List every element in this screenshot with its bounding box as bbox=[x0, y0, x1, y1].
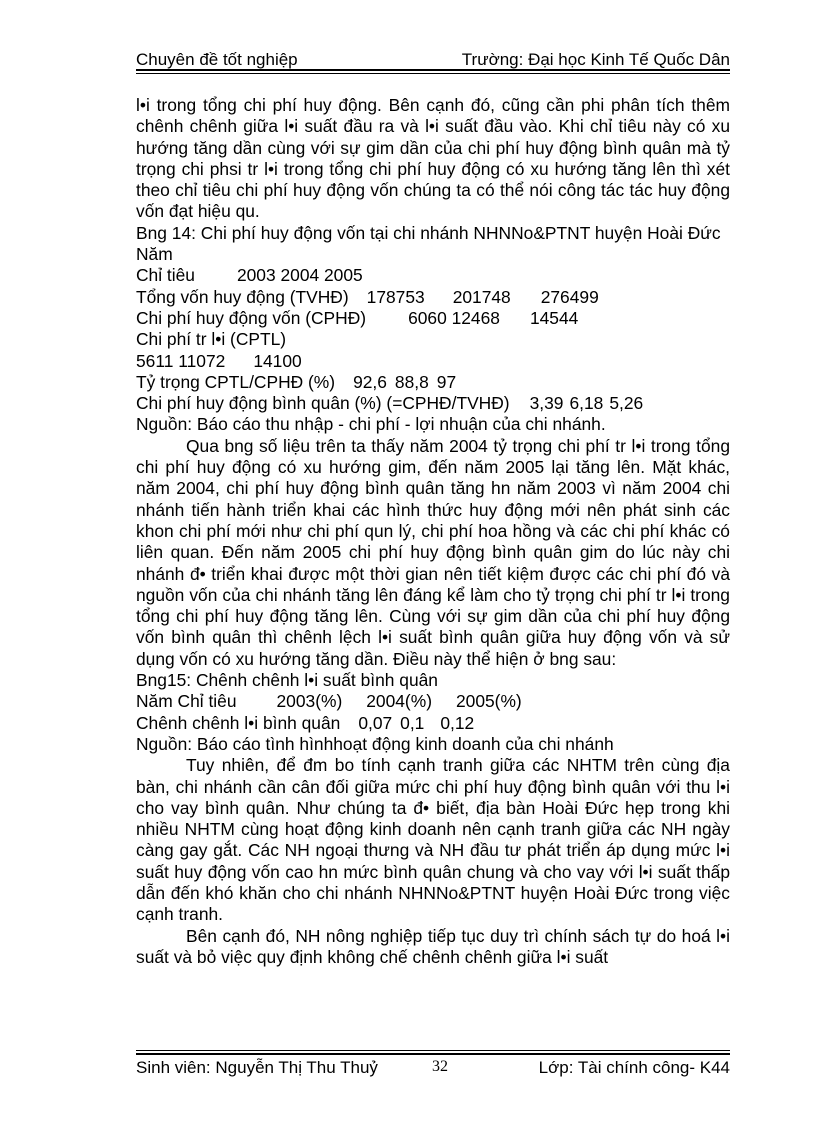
paragraph-1 bbox=[136, 95, 730, 223]
table14-cell: 11072 bbox=[178, 350, 226, 371]
text-line: quân thì chênh lệch l•i suất bình quân giữa huy động vốn và sử dụng bbox=[136, 627, 730, 669]
table14-cell: 5611 bbox=[136, 350, 174, 371]
header-rule bbox=[136, 69, 730, 71]
page-number: 32 bbox=[432, 1058, 448, 1075]
table15-col: 2003(%) bbox=[276, 691, 343, 712]
table14-row-values-only bbox=[136, 351, 730, 372]
paragraph-4 bbox=[136, 926, 730, 969]
table14-cell-label: Chi phí huy động bình quân (%) (=CPHĐ/TVHĐ) bbox=[136, 393, 510, 414]
text-line: hướng tăng lên thì xét theo chỉ tiêu chi phí huy động vốn chúng ta có bbox=[136, 158, 730, 201]
paragraph-2 bbox=[136, 436, 730, 670]
table15-caption: Bng15: Chênh chênh l•i suất bình quân bbox=[136, 670, 438, 691]
table14-row bbox=[136, 308, 730, 329]
table14-cell: 5,26 bbox=[609, 393, 644, 414]
table14-cell: 14544 bbox=[529, 307, 579, 328]
table15-header-label: Năm Chỉ tiêu bbox=[136, 691, 237, 712]
text-line: chung và cho vay với l•i suất thấp dẫn đến khó khăn cho chi nhánh bbox=[136, 861, 731, 903]
text-line: động tăng lên. Cùng với sự gim dần của chi phí huy động vốn bình bbox=[136, 606, 731, 648]
table15-source: Nguồn: Báo cáo tình hìnhhoạt động kinh doanh của chi nhánh bbox=[136, 733, 614, 754]
table14-cell-label: Chi phí tr l•i (CPTL) bbox=[136, 329, 287, 350]
text-line: Bên cạnh đó, NH nông nghiệp tiếp tục duy trì chính sách tự do bbox=[186, 925, 677, 946]
text-line: vì năm 2004 chi nhánh tiến hành triển khai các hình thức huy động bbox=[136, 478, 730, 520]
table14-cell: 97 bbox=[436, 371, 457, 392]
table14-cell: 88,8 bbox=[394, 371, 429, 392]
table14-cell-label: Tỷ trọng CPTL/CPHĐ (%) bbox=[136, 371, 336, 392]
table14-years: 2003 2004 2005 bbox=[236, 265, 363, 286]
text-line: địa bàn, chi nhánh cần cân đối giữa mức chi phí huy động bình quân bbox=[136, 755, 730, 797]
caption-line: Bng 14: Chi phí huy động vốn tại chi nhánh NHNNo&PTNT huyện bbox=[136, 222, 643, 243]
text-line: động bình quân gim do lúc này chi nhánh đ• triển khai được một thời bbox=[136, 542, 730, 584]
table14-cell: 12468 bbox=[451, 307, 500, 328]
table15-cell: 0,07 bbox=[358, 712, 393, 733]
table15-cell: 0,1 bbox=[400, 712, 425, 733]
table14-cell-label: Tổng vốn huy động (TVHĐ) bbox=[136, 286, 349, 307]
table14-row-label-only bbox=[136, 329, 730, 350]
table14-header-label: Chỉ tiêu bbox=[136, 265, 195, 286]
table15-col: 2005(%) bbox=[455, 691, 522, 712]
table15-cell: 0,12 bbox=[440, 712, 475, 733]
text-line: phát triển áp dụng mức l•i suất huy động vốn cao hn mức bình quân bbox=[136, 840, 730, 882]
text-line: với thu l•i cho vay bình quân. Như chúng ta đ• biết, địa bàn Hoài Đức bbox=[136, 776, 730, 818]
table14-caption bbox=[136, 223, 730, 244]
table15-col: 2004(%) bbox=[366, 691, 432, 712]
text-line: tăng lên đáng kể làm cho tỷ trọng chi phí tr l•i trong tổng chi phí huy bbox=[136, 584, 730, 627]
table14-row bbox=[136, 372, 730, 393]
table14-cell: 6060 bbox=[408, 307, 447, 328]
header-rule-thin bbox=[136, 73, 730, 74]
table14-row bbox=[136, 287, 730, 308]
footer-rule-thin bbox=[136, 1050, 730, 1051]
table14-cell: 6,18 bbox=[569, 393, 604, 414]
table15-row-label: Chênh chênh l•i bình quân bbox=[136, 712, 341, 733]
text-line: bình quân mà tỷ trọng chi phsi tr l•i trong tổng chi phí huy động có xu bbox=[136, 137, 730, 179]
table14-header-row bbox=[136, 265, 730, 286]
table15-row bbox=[136, 713, 730, 734]
table14-row bbox=[136, 393, 730, 414]
text-line: Qua bng số liệu trên ta thấy năm 2004 tỷ trọng chi phí tr l•i trong bbox=[186, 435, 691, 456]
paragraph-3 bbox=[136, 755, 730, 925]
header-university: Trường: Đại học Kinh Tế Quốc Dân bbox=[461, 50, 730, 69]
table14-cell-label: Chi phí huy động vốn (CPHĐ) bbox=[136, 307, 367, 328]
page-content bbox=[136, 95, 730, 968]
text-line: hoa hồng và các chi phí khác có liên quan. Đến năm 2005 chi phí huy bbox=[136, 520, 730, 563]
footer-rule bbox=[136, 1053, 730, 1055]
text-line: thêm chênh chênh giữa l•i suất đầu ra và l•i suất đầu vào. Khi chỉ tiêu bbox=[136, 95, 730, 137]
text-line: này có xu hướng tăng dần cùng với sự gim dần của chi phí huy động bbox=[136, 116, 730, 158]
text-line: giữa các NH ngày càng gay gắt. Các NH ngoại thưng và NH đầu tư bbox=[136, 819, 730, 861]
table14-cell: 276499 bbox=[540, 286, 599, 307]
text-line: Tuy nhiên, để đm bo tính cạnh tranh giữa các NHTM trên cùng bbox=[186, 755, 700, 776]
table14-cell: 14100 bbox=[253, 350, 302, 371]
text-line: gian nên tiết kiệm được các chi phí đó và nguồn vốn của chi nhánh bbox=[136, 563, 730, 605]
text-line: thể nói công tác tác huy động vốn đạt hiệu qu. bbox=[136, 180, 730, 222]
footer-class: Lớp: Tài chính công- K44 bbox=[538, 1058, 730, 1077]
text-line: hoá l•i suất và bỏ việc quy định không chế chênh chênh giữa l•i suất bbox=[136, 925, 730, 967]
table14-cell: 3,39 bbox=[529, 393, 564, 414]
text-line: l•i trong tổng chi phí huy động. Bên cạnh đó, cũng cần phi phân tích bbox=[136, 95, 685, 115]
table14-cell: 201748 bbox=[452, 286, 511, 307]
text-line: vốn có xu hướng tăng dần. Điều này thể hiện ở bng sau: bbox=[179, 648, 617, 669]
caption-line: Hoài Đức bbox=[647, 222, 721, 243]
table15-header-row bbox=[136, 691, 730, 712]
table14-cell: 178753 bbox=[366, 286, 425, 307]
text-line: NHNNo&PTNT huyện Hoài Đức trong việc cạnh tranh. bbox=[136, 882, 730, 925]
text-line: mới nên phát sinh các khon chi phí mới như chi phí qun lý, chi phí bbox=[136, 499, 731, 541]
text-line: hẹp trong khi nhiều NHTM cùng hoạt động kinh doanh nên cạnh tranh bbox=[136, 797, 730, 840]
page-footer bbox=[136, 1056, 730, 1080]
table14-year-label: Năm bbox=[136, 244, 173, 265]
header-thesis-title: Chuyên đề tốt nghiệp bbox=[136, 50, 298, 69]
table14-source: Nguồn: Báo cáo thu nhập - chi phí - lợi nhuận của chi nhánh. bbox=[136, 414, 606, 435]
footer-student: Sinh viên: Nguyễn Thị Thu Thuỷ bbox=[136, 1058, 378, 1077]
text-line: tổng chi phí huy động có xu hướng gim, đến năm 2005 lại tăng lên. bbox=[136, 435, 730, 478]
table14-cell: 92,6 bbox=[353, 371, 387, 392]
text-line: Mặt khác, năm 2004, chi phí huy động bình quân tăng hn năm 2003 bbox=[136, 457, 730, 499]
